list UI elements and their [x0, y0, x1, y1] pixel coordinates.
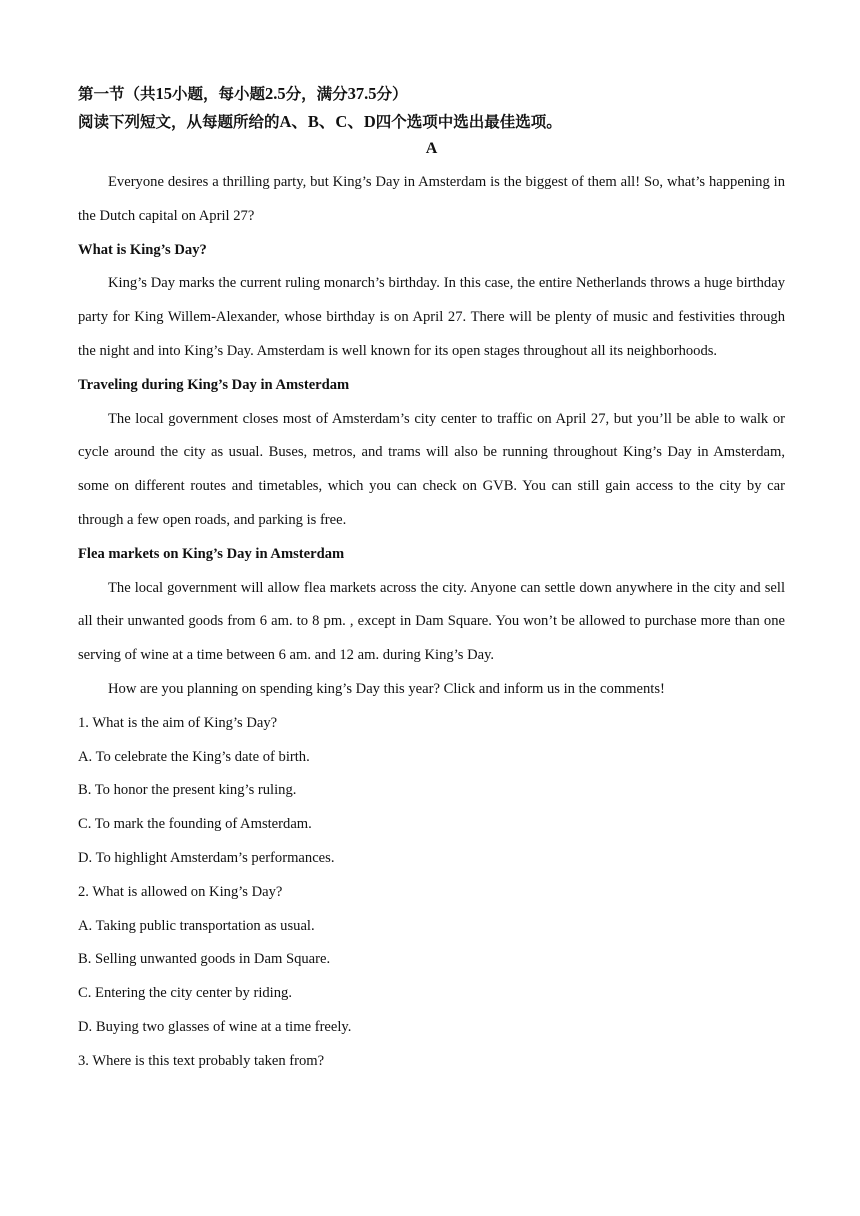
passage-closing: How are you planning on spending king’s Day this year? Click and inform us in the comments!: [108, 680, 665, 697]
section-each-score: 2.5: [265, 84, 286, 103]
section-heading-mid1: 小题，每小题: [172, 85, 266, 103]
question-option: D. To highlight Amsterdam’s performances.: [78, 849, 335, 866]
section-heading-suffix: 分）: [376, 85, 408, 103]
section-total-score: 37.5: [347, 84, 377, 103]
instruction-options: A、B、C、D: [279, 112, 376, 131]
question-stem: 1. What is the aim of King’s Day?: [78, 714, 278, 731]
section-heading-prefix: 第一节（共: [78, 85, 156, 103]
passage-heading-2: Traveling during King’s Day in Amsterdam: [78, 376, 350, 393]
question-stem: 2. What is allowed on King’s Day?: [78, 883, 283, 900]
question-option: C. To mark the founding of Amsterdam.: [78, 816, 312, 833]
passage-intro: Everyone desires a thrilling party, but King’s Day in Amsterdam is the biggest of them all! So, what’s happening in the Dutch capital on April 27?: [78, 174, 785, 224]
passage-heading-1: What is King’s Day?: [78, 241, 207, 258]
question-option: A. Taking public transportation as usual.: [78, 917, 315, 934]
passage-paragraph-2: The local government closes most of Amsterdam’s city center to traffic on April 27, but you’ll be able to walk or cycle around the city as usual. Buses, metros, and trams will also be running throughout King’s Day in Amsterdam, some on different routes and timetables, which you can check on GVB. You can still gain access to the city by car through a few open roads, and parking is free.: [78, 410, 785, 528]
question-option: B. Selling unwanted goods in Dam Square.: [78, 951, 331, 968]
section-question-count: 15: [155, 84, 173, 103]
question-stem: 3. Where is this text probably taken from?: [78, 1052, 325, 1069]
question-option: C. Entering the city center by riding.: [78, 985, 292, 1002]
instruction-prefix: 阅读下列短文，从每题所给的: [78, 113, 280, 131]
section-heading: [78, 80, 785, 108]
passage-letter: A: [425, 140, 438, 157]
question-option: B. To honor the present king’s ruling.: [78, 782, 297, 799]
question-option: D. Buying two glasses of wine at a time freely.: [78, 1018, 352, 1035]
section-instruction: [78, 108, 785, 136]
section-heading-mid2: 分，满分: [285, 85, 348, 103]
passage-paragraph-1: King’s Day marks the current ruling monarch’s birthday. In this case, the entire Netherlands throws a huge birthday party for King Willem-Alexander, whose birthday is on April 27. There will be plenty of music and festivities through the night and into King’s Day. Amsterdam is well known for its open stages throughout all its neighborhoods.: [78, 275, 785, 359]
passage-paragraph-3: The local government will allow flea markets across the city. Anyone can settle down anywhere in the city and sell all their unwanted goods from 6 am. to 8 pm. , except in Dam Square. You won’t be allowed to purchase more than one serving of wine at a time between 6 am. and 12 am. during King’s Day.: [78, 579, 785, 664]
question-option: A. To celebrate the King’s date of birth.: [78, 748, 310, 765]
instruction-suffix: 四个选项中选出最佳选项。: [375, 113, 562, 131]
document-page: [78, 80, 785, 1079]
passage-heading-3: Flea markets on King’s Day in Amsterdam: [78, 545, 345, 562]
